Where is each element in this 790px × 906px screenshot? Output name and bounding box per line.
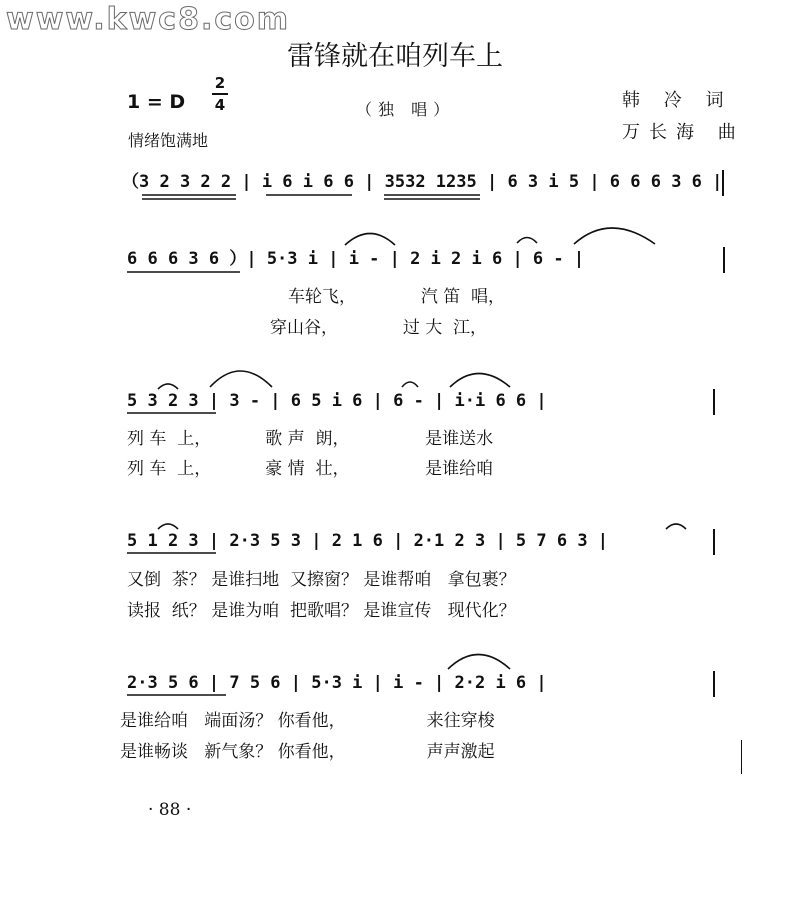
barline: [722, 170, 724, 196]
score-row-3-lyric-1: 列 车 上， 歌 声 朗， 是谁送水: [127, 429, 494, 449]
score-row-2-lyric-1: 车轮飞， 汽 笛 唱，: [288, 287, 506, 307]
watermark-logo: www.kwc8.com: [6, 2, 290, 37]
barline: [723, 247, 725, 273]
slur: [450, 374, 510, 388]
tempo-mood: 情绪饱满地: [128, 131, 209, 150]
score-row-4-lyric-2: 读报 纸？ 是谁为咱 把歌唱？ 是谁宣传 现代化？: [127, 601, 516, 621]
time-signature-bottom: 4: [214, 96, 226, 114]
slur: [517, 238, 537, 244]
slur: [666, 524, 686, 529]
score-row-3-notes: 5 3 2 3 | 3 - | 6 5 i 6 | 6 - | i·i 6 6 |: [127, 391, 547, 411]
slur: [345, 234, 395, 246]
barline: [713, 671, 715, 697]
time-signature-top: 2: [214, 74, 226, 92]
score-row-5-lyric-2: 是谁畅谈 新气象？ 你看他， 声声激起: [120, 742, 495, 762]
score-row-4-notes: 5 1 2 3 | 2·3 5 3 | 2 1 6 | 2·1 2 3 | 5 7 6 3 |: [127, 531, 609, 551]
slur: [158, 384, 178, 389]
score-row-2-notes: 6 6 6 3 6 ）| 5·3 i | i - | 2 i 2 i 6 | 6 - |: [127, 249, 585, 269]
lyricist-credit: 韩 冷 词: [622, 90, 733, 111]
margin-mark: [741, 740, 742, 774]
score-row-3-lyric-2: 列 车 上， 豪 情 壮， 是谁给咱: [127, 459, 494, 479]
score-row-1-notes: （3 2 3 2 2 | i 6 i 6 6 | 3532 1235 | 6 3 i 5 | 6 6 6 3 6 |: [122, 172, 723, 192]
score-row-5-notes: 2·3 5 6 | 7 5 6 | 5·3 i | i - | 2·2 i 6 |: [127, 673, 547, 693]
page-number: · 88 ·: [148, 800, 192, 820]
composer-credit: 万长海 曲: [622, 122, 745, 143]
song-title: 雷锋就在咱列车上: [287, 41, 503, 72]
slur: [448, 655, 510, 670]
performance-type: （独 唱）: [356, 100, 456, 119]
slur: [402, 382, 418, 387]
score-row-4-lyric-1: 又倒 茶？ 是谁扫地 又擦窗？ 是谁帮咱 拿包裹？: [127, 570, 516, 590]
slur: [158, 524, 178, 529]
slur: [574, 228, 655, 244]
score-row-5-lyric-1: 是谁给咱 端面汤？ 你看他， 来往穿梭: [120, 711, 495, 731]
slur: [210, 371, 272, 387]
barline: [713, 529, 715, 555]
barline: [713, 389, 715, 415]
key-signature: 1 = D: [127, 91, 186, 113]
score-row-2-lyric-2: 穿山谷， 过 大 江，: [270, 318, 488, 338]
